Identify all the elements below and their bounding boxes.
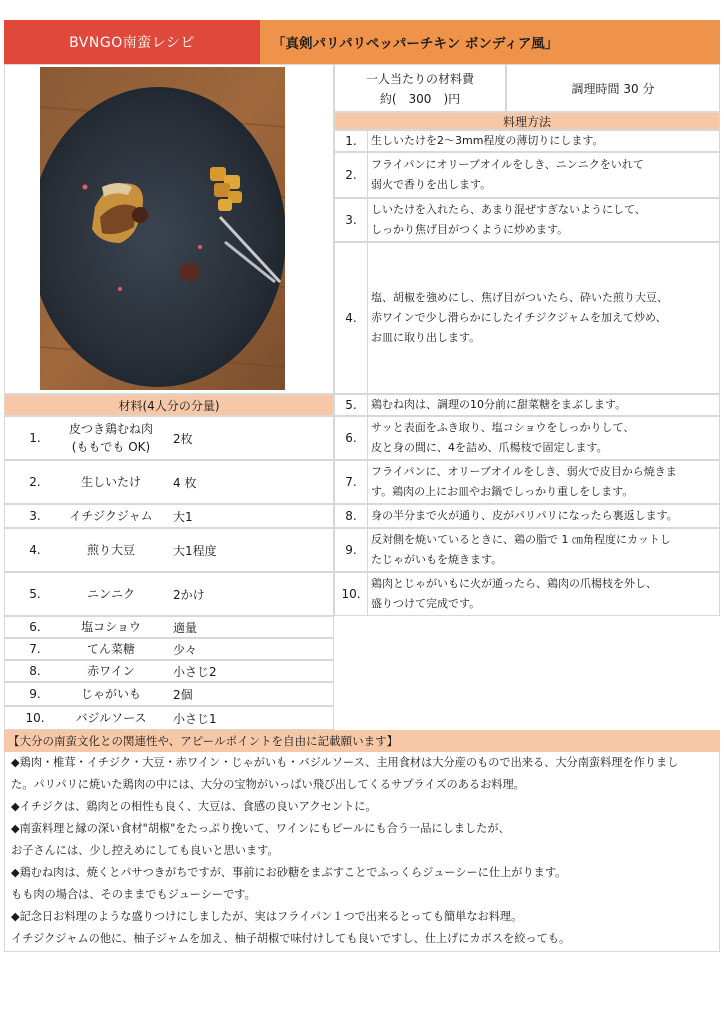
- method-step: [334, 394, 720, 416]
- step-number: 7.: [335, 461, 368, 503]
- ingredient-row: [4, 706, 334, 730]
- ingredient-number: 4.: [29, 543, 41, 557]
- ingredients-heading: 材料(4人分の分量): [4, 394, 334, 416]
- ingredient-amount: 2かけ: [173, 587, 205, 602]
- appeal-line: お子さんには、少し控えめにしても良いと思います。: [11, 844, 279, 857]
- ingredient-number: 3.: [29, 509, 41, 523]
- step-text: 鶏肉とじゃがいもに火が通ったら、鶏肉の爪楊枝を外し、 盛りつけて完成です。: [371, 577, 657, 610]
- appeal-body: [4, 752, 720, 952]
- appeal-line: た。パリパリに焼いた鶏肉の中には、大分の宝物がいっぱい飛び出してくるサプライズのあるお料理。: [11, 778, 525, 791]
- appeal-line: ◆記念日お料理のような盛りつけにしましたが、実はフライパン１つで出来るとっても簡単なお料理。: [11, 910, 523, 923]
- method-step: [334, 198, 720, 242]
- ingredient-amount: 2枚: [173, 431, 193, 446]
- step-text: しいたけを入れたら、あまり混ぜすぎないようにして、 しっかり焦げ目がつくように炒めます。: [371, 203, 646, 236]
- ingredient-amount: 少々: [173, 642, 198, 657]
- appeal-line: ◆イチジクは、鶏肉との相性も良く、大豆は、食感の良いアクセントに。: [11, 800, 377, 813]
- ingredient-row: [4, 660, 334, 682]
- ingredient-name: 赤ワイン: [87, 664, 135, 678]
- step-text: 生しいたけを2～3mm程度の薄切りにします。: [371, 134, 604, 147]
- ingredient-row: [4, 504, 334, 528]
- method-step: [334, 528, 720, 572]
- step-text: 反対側を焼いているときに、鶏の脂で 1 ㎝角程度にカットし たじゃがいもを焼きます。: [371, 533, 671, 566]
- appeal-line: イチジクジャムの他に、柚子ジャムを加え、柚子胡椒で味付けしても良いですし、仕上げにカボスを絞っても。: [11, 932, 571, 945]
- step-number: 1.: [335, 131, 368, 151]
- ingredient-amount: 大1程度: [173, 543, 217, 558]
- appeal-line: ◆南蛮料理と縁の深い食材"胡椒"をたっぷり挽いて、ワインにもビールにも合う一品にしましたが、: [11, 822, 510, 835]
- method-heading: 料理方法: [334, 112, 720, 130]
- ingredient-number: 6.: [29, 620, 41, 634]
- ingredient-row: [4, 682, 334, 706]
- method-step: [334, 152, 720, 198]
- step-number: 4.: [335, 243, 368, 393]
- ingredient-number: 8.: [29, 664, 41, 678]
- step-text: サッと表面をふき取り、塩コショウをしっかりして、 皮と身の間に、4を詰め、爪楊枝で固定します。: [371, 421, 635, 454]
- cost-label: 一人当たりの材料費: [365, 72, 474, 86]
- ingredient-row: [4, 638, 334, 660]
- brand-header: BVNGO南蛮レシピ: [4, 20, 260, 64]
- ingredient-name: バジルソース: [75, 711, 147, 725]
- appeal-line: もも肉の場合は、そのままでもジューシーです。: [11, 888, 256, 901]
- ingredient-row: [4, 572, 334, 616]
- step-text: フライパンに、オリーブオイルをしき、弱火で皮目から焼きま す。鶏肉の上にお皿やお鍋でしっかり重しをします。: [371, 465, 677, 498]
- ingredient-row: [4, 616, 334, 638]
- appeal-line: ◆鶏肉・椎茸・イチジク・大豆・赤ワイン・じゃがいも・バジルソース、主用食材は大分産のもので出来る、大分南蛮料理を作りまし: [11, 756, 679, 769]
- ingredient-number: 2.: [29, 475, 41, 489]
- step-number: 6.: [335, 417, 368, 459]
- ingredient-amount: 4 枚: [173, 475, 197, 490]
- ingredient-amount: 2個: [173, 687, 193, 702]
- method-step: [334, 416, 720, 460]
- ingredient-number: 7.: [29, 642, 41, 656]
- ingredient-name: 生しいたけ: [80, 475, 141, 489]
- ingredient-name: 皮つき鶏むね肉 (ももでも OK): [68, 422, 153, 454]
- cost-value: 約( 300 )円: [379, 92, 461, 106]
- ingredient-amount: 大1: [173, 509, 193, 524]
- step-number: 3.: [335, 199, 368, 241]
- step-number: 2.: [335, 153, 368, 197]
- ingredient-name: イチジクジャム: [69, 509, 153, 523]
- step-number: 8.: [335, 505, 368, 527]
- ingredient-number: 1.: [29, 431, 41, 445]
- recipe-title: 「真剣パリパリペッパーチキン ボンディア風」: [260, 20, 720, 64]
- ingredient-number: 9.: [29, 687, 41, 701]
- method-step: [334, 130, 720, 152]
- ingredient-number: 5.: [29, 587, 41, 601]
- step-number: 9.: [335, 529, 368, 571]
- step-text: 身の半分まで火が通り、皮がパリパリになったら裏返します。: [371, 509, 678, 522]
- step-text: 鶏むね肉は、調理の10分前に甜菜糖をまぶします。: [371, 398, 627, 411]
- ingredient-amount: 小さじ1: [173, 711, 217, 726]
- ingredient-amount: 小さじ2: [173, 664, 217, 679]
- ingredient-row: [4, 528, 334, 572]
- appeal-heading: 【大分の南蛮文化との関連性や、アピールポイントを自由に記載願います】: [4, 730, 720, 752]
- cooking-time: 調理時間 30 分: [506, 64, 720, 112]
- appeal-line: ◆鶏むね肉は、焼くとパサつきがちですが、事前にお砂糖をまぶすことでふっくらジューシーに仕上がります。: [11, 866, 567, 879]
- ingredient-number: 10.: [25, 711, 45, 725]
- method-step: [334, 460, 720, 504]
- ingredient-name: 塩コショウ: [81, 620, 141, 634]
- ingredient-row: [4, 460, 334, 504]
- recipe-photo: [40, 67, 285, 390]
- step-text: フライパンにオリーブオイルをしき、ニンニクをいれて 弱火で香りを出します。: [371, 158, 644, 191]
- ingredient-name: ニンニク: [86, 587, 135, 601]
- ingredient-name: じゃがいも: [80, 687, 141, 701]
- ingredient-name: てん菜糖: [86, 642, 135, 656]
- step-number: 10.: [335, 573, 368, 615]
- ingredient-row: [4, 416, 334, 460]
- method-step: [334, 504, 720, 528]
- ingredient-name: 煎り大豆: [86, 543, 135, 557]
- method-step: [334, 572, 720, 616]
- cost-per-person: [334, 64, 506, 112]
- step-number: 5.: [335, 395, 368, 415]
- step-text: 塩、胡椒を強めにし、焦げ目がついたら、砕いた煎り大豆、 赤ワインで少し滑らかにしたイチジクジャムを加えて炒め、 お皿に取り出します。: [371, 291, 668, 344]
- method-step: [334, 242, 720, 394]
- ingredient-amount: 適量: [173, 620, 198, 635]
